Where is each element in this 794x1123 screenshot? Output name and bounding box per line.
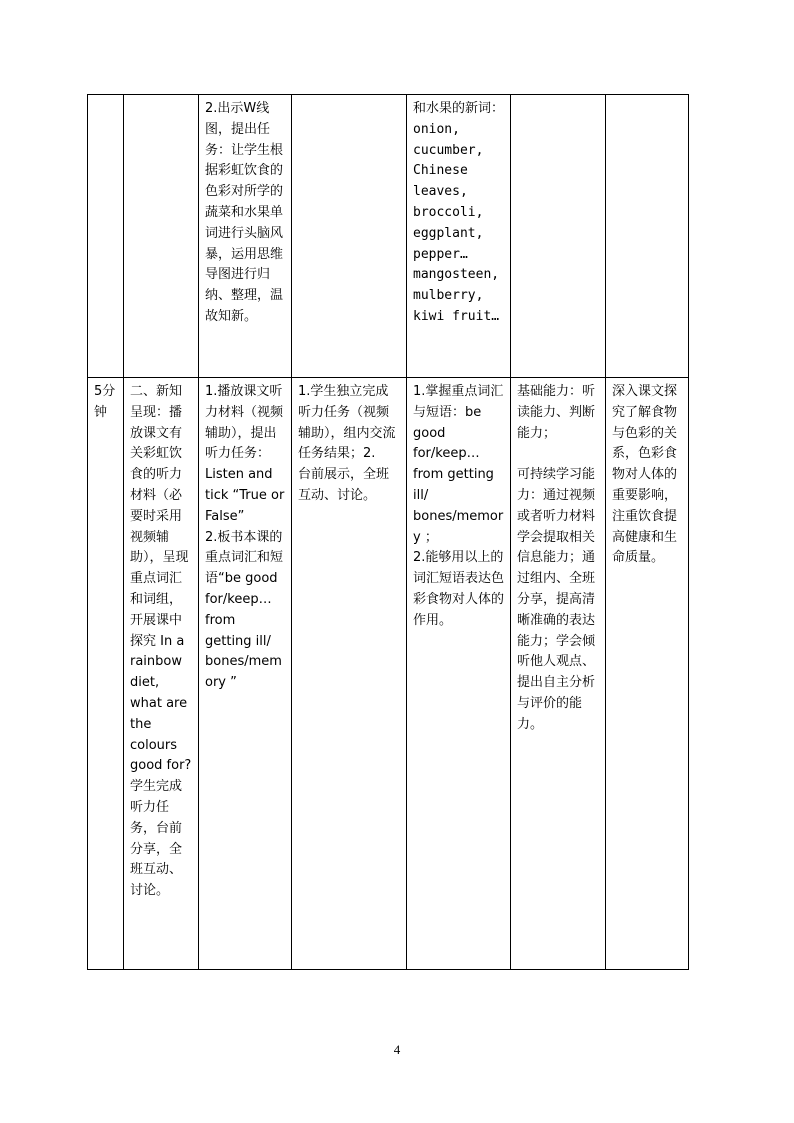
values-cell (606, 95, 689, 378)
teacher-activity-item: 1.播放课文听力材料（视频辅助），提出听力任务：Listen and tick “True or False” (205, 384, 285, 524)
ability-cell: 基础能力：听读能力、判断能力； 可持续学习能力：通过视频或者听力材料学会提取相关信息能力；通过组内、全班分享，提高清晰准确的表达能力；学会倾听他人观点、提出自主分析与评价的能力。 (511, 378, 606, 970)
goal-item: 2.能够用以上的词汇短语表达色彩食物对人体的作用。 (413, 550, 505, 628)
time-cell (88, 95, 124, 378)
stage-cell (124, 95, 199, 378)
values-cell: 深入课文探究了解食物与色彩的关系，色彩食物对人体的重要影响，注重饮食提高健康和生命质量。 (606, 378, 689, 970)
page-number: 4 (393, 1042, 401, 1057)
goal-item: 1.掌握重点词汇与短语：be good for/keep…from getting ill/ bones/memory ； (413, 384, 504, 545)
table-row (88, 95, 689, 378)
ability-cell (511, 95, 606, 378)
lesson-plan-table (87, 94, 689, 970)
stage-cell: 二、新知呈现：播放课文有关彩虹饮食的听力材料（必要时采用视频辅助），呈现重点词汇和词组，开展课中探究 In a rainbow diet, what are the colours good for? 学生完成听力任务，台前分享，全班互动、讨论。 (124, 378, 199, 970)
goals-cell (407, 95, 511, 378)
teacher-activity-item: 2.板书本课的重点词汇和短语“be good for/keep…from getting ill/ bones/memory ” (205, 529, 284, 691)
student-activity-cell: 1.学生独立完成听力任务（视频辅助），组内交流任务结果；2. 台前展示，全班互动、讨论。 (292, 378, 407, 970)
teacher-activity-text: 2.出示W线图，提出任务：让学生根据彩虹饮食的色彩对所学的蔬菜和水果单词进行头脑风暴，运用思维导图进行归纳、整理，温故知新。 (205, 101, 284, 324)
teacher-activity-cell (199, 95, 292, 378)
time-cell: 5分钟 (88, 378, 124, 970)
teacher-activity-cell (199, 378, 292, 970)
student-activity-cell (292, 95, 407, 378)
goals-cell (407, 378, 511, 970)
goals-text: 和水果的新词：onion, cucumber, Chinese leaves, broccoli, eggplant, pepper… mangosteen, mulberry, kiwi fruit… (413, 101, 505, 324)
table-row (88, 378, 689, 970)
